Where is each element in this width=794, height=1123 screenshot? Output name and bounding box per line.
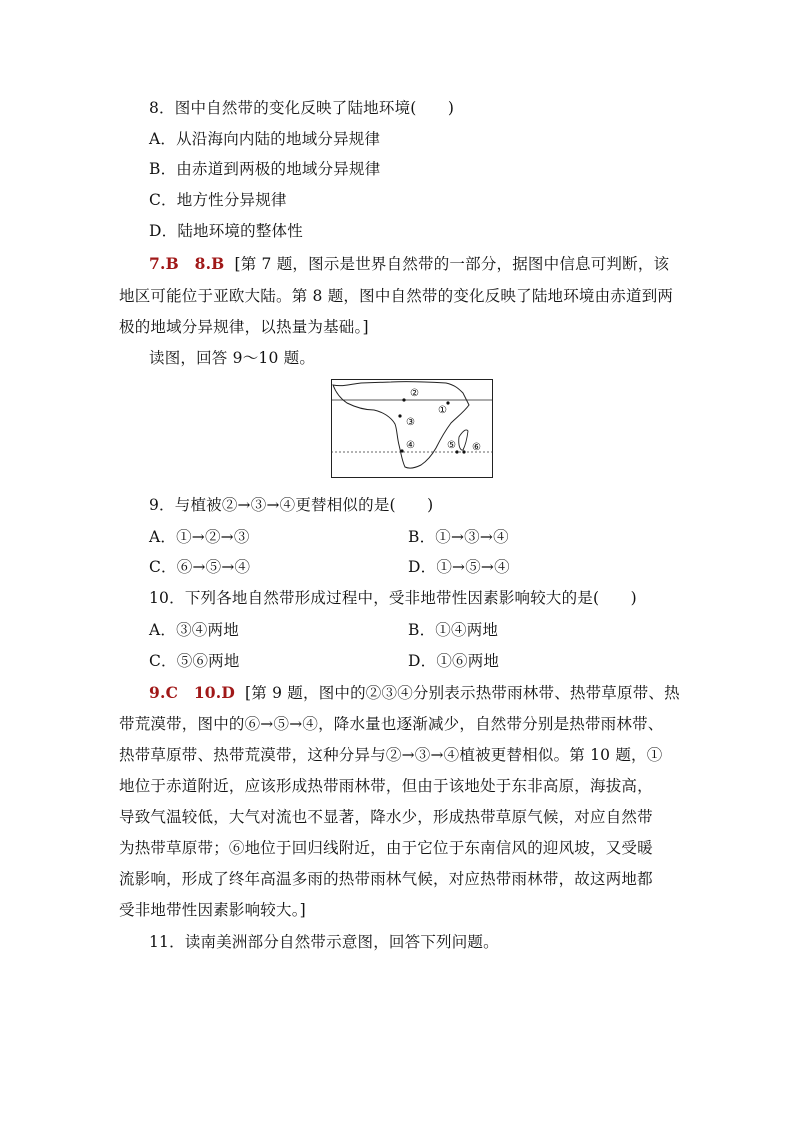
- label-1: ①: [438, 405, 447, 416]
- label-6: ⑥: [472, 442, 481, 453]
- q9-stem: 9．与植被②→③→④更替相似的是( ): [149, 496, 434, 514]
- label-3: ③: [406, 417, 415, 428]
- q8-stem: 8．图中自然带的变化反映了陆地环境( ): [149, 99, 455, 117]
- q10-option-c: C．⑤⑥两地: [149, 652, 240, 670]
- q9-option-b: B．①→③→④: [408, 528, 509, 546]
- point-2: [402, 398, 405, 401]
- answer-key-7-8: 7.B 8.B: [149, 254, 225, 273]
- q10-option-a: A．③④两地: [149, 621, 239, 639]
- label-2: ②: [410, 388, 419, 399]
- q8-option-d: D．陆地环境的整体性: [149, 222, 303, 240]
- q9-option-d: D．①→⑤→④: [408, 558, 510, 576]
- answer-9-10-line-4: 地位于赤道附近，应该形成热带雨林带，但由于该地处于东非高原，海拔高，: [119, 777, 653, 795]
- point-6: [462, 450, 465, 453]
- answer-9-10-line-6: 为热带草原带；⑥地位于回归线附近，由于它位于东南信风的迎风坡，又受暖: [119, 839, 653, 857]
- answer-9-10-line-5: 导致气温较低，大气对流也不显著，降水少，形成热带草原气候，对应自然带: [119, 808, 653, 826]
- answer-7-8-line-2: 地区可能位于亚欧大陆。第 8 题，图中自然带的变化反映了陆地环境由赤道到两: [119, 287, 674, 305]
- point-4: [400, 449, 403, 452]
- answer-9-10-line-1: [149, 681, 680, 703]
- answer-7-8-line-1: [149, 252, 669, 274]
- point-3: [398, 414, 401, 417]
- q11-stem: 11．读南美洲部分自然带示意图，回答下列问题。: [149, 933, 499, 951]
- q10-option-d: D．①⑥两地: [408, 652, 500, 670]
- read-prompt: 读图，回答 9～10 题。: [149, 349, 316, 367]
- q8-option-a: A．从沿海向内陆的地域分异规律: [149, 130, 381, 148]
- answer-9-10-line-3: 热带草原带、热带荒漠带，这种分异与②→③→④植被更替相似。第 10 题，①: [119, 746, 663, 764]
- answer-9-10-line-8: 受非地带性因素影响较大。]: [119, 901, 306, 919]
- q10-option-b: B．①④两地: [408, 621, 499, 639]
- answer-key-9-10: 9.C 10.D: [149, 683, 236, 702]
- q9-option-c: C．⑥→⑤→④: [149, 558, 251, 576]
- label-4: ④: [406, 440, 415, 451]
- africa-vegetation-map: [331, 379, 493, 478]
- answer-9-10-line-2: 带荒漠带，图中的⑥→⑤→④，降水量也逐渐减少，自然带分别是热带雨林带、: [119, 715, 664, 733]
- q10-stem: 10．下列各地自然带形成过程中，受非地带性因素影响较大的是( ): [149, 589, 637, 607]
- q8-option-c: C．地方性分异规律: [149, 191, 287, 209]
- answer-9-10-text: [第 9 题，图中的②③④分别表示热带雨林带、热带草原带、热: [245, 684, 680, 702]
- answer-9-10-line-7: 流影响，形成了终年高温多雨的热带雨林气候，对应热带雨林带，故这两地都: [119, 870, 653, 888]
- answer-7-8-text: [第 7 题，图示是世界自然带的一部分，据图中信息可判断，该: [234, 255, 670, 273]
- q9-option-a: A．①→②→③: [149, 528, 250, 546]
- answer-7-8-line-3: 极的地域分异规律，以热量为基础。]: [119, 318, 369, 336]
- q8-option-b: B．由赤道到两极的地域分异规律: [149, 160, 381, 178]
- label-5: ⑤: [447, 440, 456, 451]
